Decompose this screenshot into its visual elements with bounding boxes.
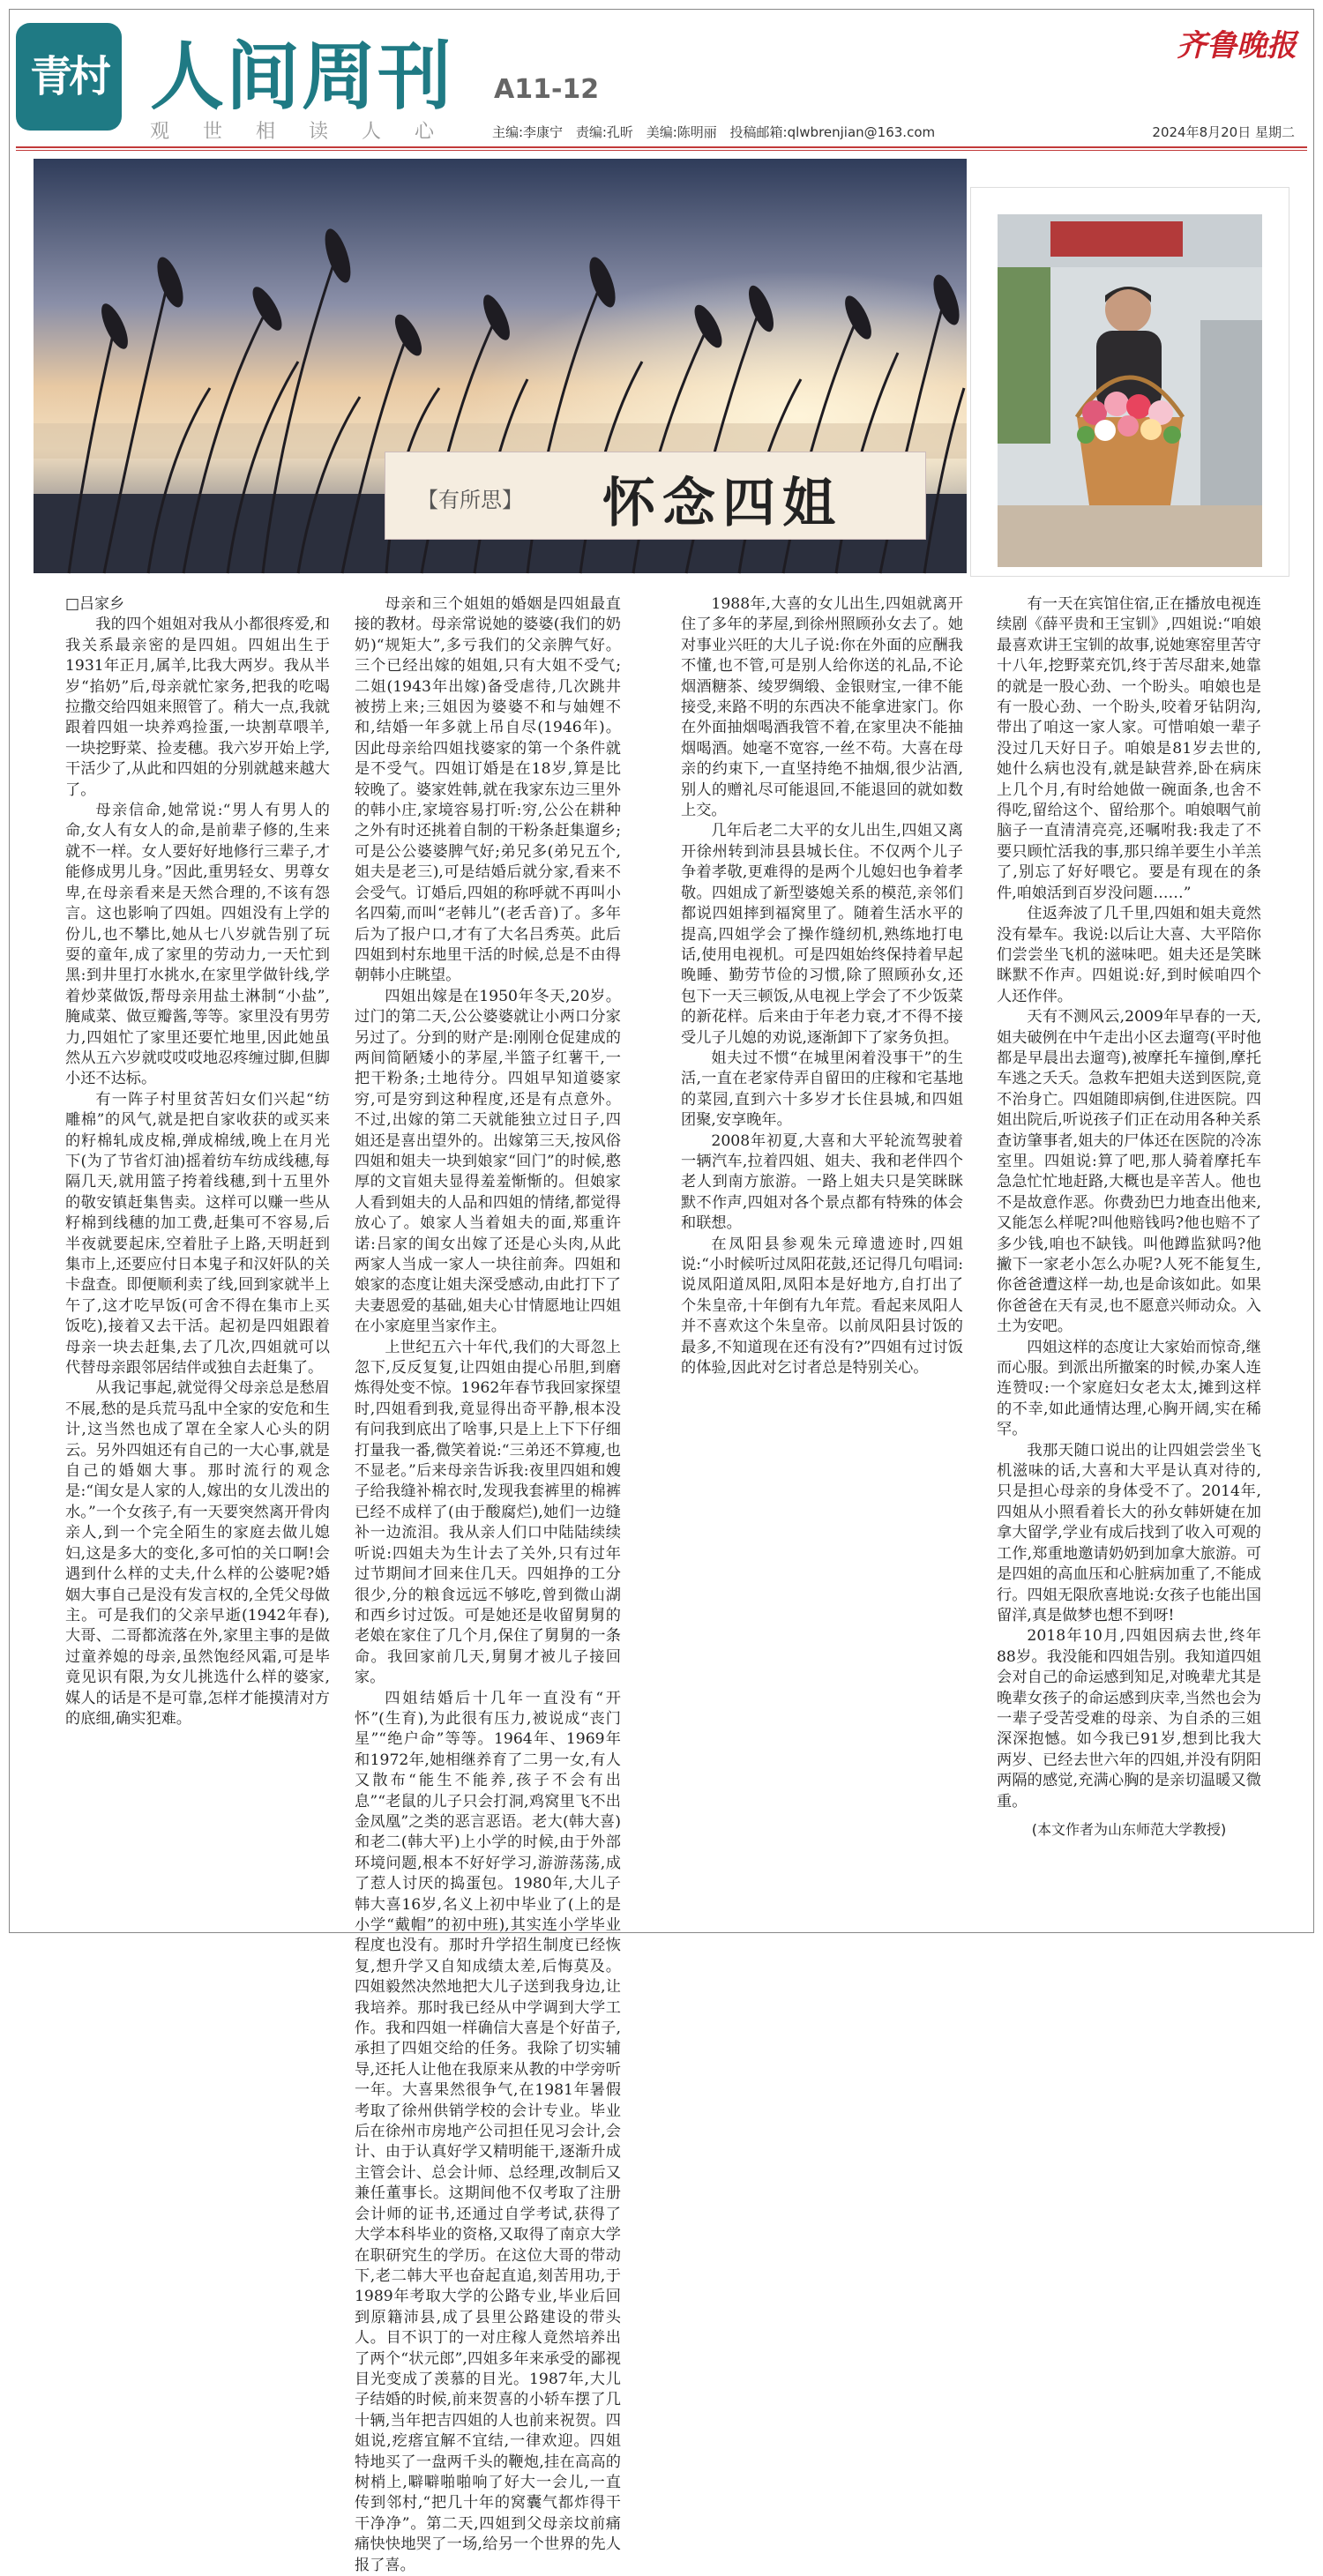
page-numbers: A11-12 [494,74,600,105]
paragraph: 几年后老二大平的女儿出生,四姐又离开徐州转到沛县县城长住。不仅两个儿子争着孝敬,更难得的是两个儿媳妇也争着孝敬。四姐成了新型婆媳关系的模范,亲邻们都说四姐摔到福窝里了。随着生活水平的提高,四姐学会了操作缝纫机,熟练地打电话,使用电视机。可是四姐始终保持着早起晚睡、勤劳节俭的习惯,除了照顾孙女,还包下一天三顿饭,从电视上学会了不少饭菜的新花样。后来由于年老力衰,才不得不接受儿子儿媳的劝说,逐渐卸下了家务负担。 [681,822,963,1047]
author-note: (本文作者为山东师范大学教授) [1031,1820,1227,1838]
paragraph: 2018年10月,四姐因病去世,终年88岁。我没能和四姐告别。我知道四姐会对自己的命运感到知足,对晚辈尤其是晚辈女孩子的命运感到庆幸,当然也会为一辈子受苦受难的母亲、为自杀的三姐深深抱憾。如今我已91岁,想到比我大两岁、已经去世六年的四姐,并没有阴阳两隔的感觉,充满心胸的是亲切温暖又微重。 [997,1627,1261,1811]
paragraph: 四姐这样的态度让大家始而惊奇,继而心服。到派出所撤案的时候,办案人连连赞叹:一个家庭妇女老太太,摊到这样的不幸,如此通情达理,心胸开阔,实在稀罕。 [997,1338,1261,1439]
section-motto: 观世相读人心 [150,121,468,143]
article-column-1 [65,594,330,1917]
paragraph: 我那天随口说出的让四姐尝尝坐飞机滋味的话,大喜和大平是认真对待的,只是担心母亲的身体受不了。2014年,四姐从小照看着长大的孙女韩妍婕在加拿大留学,学业有成后找到了收入可观的工作,郑重地邀请奶奶到加拿大旅游。可是四姐的高血压和心脏病加重了,不能成行。四姐无限欣喜地说:女孩子也能出国留洋,真是做梦也想不到呀! [997,1441,1261,1624]
masthead-title: 人间周刊 [150,33,454,120]
section-logo: 青村 [16,23,122,131]
byline: □吕家乡 [65,595,125,613]
paragraph: 我的四个姐姐对我从小都很疼爱,和我关系最亲密的是四姐。四姐出生于1931年正月,属羊,比我大两岁。我从半岁“掐奶”后,母亲就忙家务,把我的吃喝拉撒交给四姐来照管了。稍大一点,我就跟着四姐一块养鸡捡蛋,一块割草喂羊,一块挖野菜、捡麦穗。我六岁开始上学,干活少了,从此和四姐的分别就越来越大了。 [65,616,330,799]
submission-email: 投稿邮箱:qlwbrenjian@163.com [729,124,936,140]
paragraph: 四姐出嫁是在1950年冬天,20岁。过门的第二天,公公婆婆就让小两口分家另过了。分到的财产是:刚刚仓促建成的两间简陋矮小的茅屋,半篮子红薯干,一把干粉条;土地待分。四姐早知道婆家穷,可是穷到这种程度,还是有点意外。不过,出嫁的第二天就能独立过日子,四姐还是喜出望外的。出嫁第三天,按风俗四姐和姐夫一块到娘家“回门”的时候,憨厚的文盲姐夫显得羞羞惭惭的。但娘家人看到姐夫的人品和四姐的情绪,都觉得放心了。娘家人当着姐夫的面,郑重许诺:吕家的闺女出嫁了还是心头肉,从此两家人当成一家人一块往前奔。四姐和娘家的态度让姐夫深受感动,由此打下了夫妻恩爱的基础,姐夫心甘情愿地让四姐在小家庭里当家作主。 [355,987,621,1336]
newspaper-brand: 齐鲁晚报 [1177,28,1297,63]
paragraph: 有一天在宾馆住宿,正在播放电视连续剧《薛平贵和王宝钏》,四姐说:“咱娘最喜欢讲王宝钏的故事,说她寒窑里苦守十八年,挖野菜充饥,终于苦尽甜来,她靠的就是一股心劲、一个盼头。咱娘也是有一股心劲、一个盼头,咬着牙钻阴沟,带出了咱这一家人家。可惜咱娘一辈子没过几天好日子。咱娘是81岁去世的,她什么病也没有,就是缺营养,卧在病床上几个月,有时给她做一碗面条,也舍不得吃,留给这个、留给那个。咱娘咽气前脑子一直清清亮亮,还嘱咐我:我走了不要只顾忙活我的事,那只绵羊要生小羊羔了,别忘了好好喂它。要是有现在的条件,咱娘活到百岁没问题……” [997,595,1261,902]
duty-editor: 责编:孔昕 [575,124,633,140]
article-tag: 【有所思】 [417,488,523,512]
elderly-woman-with-flower-basket-photo [998,214,1262,567]
paragraph: 住返奔波了几千里,四姐和姐夫竟然没有晕车。我说:以后让大喜、大平陪你们尝尝坐飞机的滋味吧。姐夫还是笑眯眯默不作声。四姐说:好,到时候咱四个人还作伴。 [997,905,1261,1005]
article-column-2 [355,594,621,2574]
article-column-4 [997,594,1261,1917]
paragraph: 母亲和三个姐姐的婚姻是四姐最直接的教材。母亲常说她的婆婆(我们的奶奶)“规矩大”,多亏我们的父亲脾气好。三个已经出嫁的姐姐,只有大姐不受气;二姐(1943年出嫁)备受虐待,几次跳井被捞上来;三姐因为婆婆不和与妯娌不和,结婚一年多就上吊自尽(1946年)。因此母亲给四姐找婆家的第一个条件就是不受气。四姐订婚是在18岁,算是比较晚了。婆家姓韩,就在我家东边三里外的韩小庄,家境容易打听:穷,公公在耕种之外有时还挑着自制的干粉条赶集遛乡;可是公公婆婆脾气好;弟兄多(弟兄五个,姐夫是老三),可是结婚后就分家,看来不会受气。订婚后,四姐的称呼就不再叫小名四菊,而叫“老韩儿”(老舌音)了。多年后为了报户口,才有了大名吕秀英。此后四姐到村东地里干活的时候,总是不由得朝韩小庄眺望。 [355,595,621,985]
paragraph: 四姐结婚后十几年一直没有“开怀”(生育),为此很有压力,被说成“丧门星”“绝户命”等等。1964年、1969年和1972年,她相继养育了二男一女,有人又散布“能生不能养,孩子不会有出息”“老鼠的儿子只会打洞,鸡窝里飞不出金凤凰”之类的恶言恶语。老大(韩大喜)和老二(韩大平)上小学的时候,由于外部环境问题,根本不好好学习,游游荡荡,成了惹人讨厌的捣蛋包。1980年,大儿子韩大喜16岁,名义上初中毕业了(上的是小学“戴帽”的初中班),其实连小学毕业程度也没有。那时升学招生制度已经恢复,想升学又自知成绩太差,后悔莫及。四姐毅然决然地把大儿子送到我身边,让我培养。那时我已经从中学调到大学工作。我和四姐一样确信大喜是个好苗子,承担了四姐交给的任务。我除了切实辅导,还托人让他在我原来从教的中学旁听一年。大喜果然很争气,在1981年暑假考取了徐州供销学校的会计专业。毕业后在徐州市房地产公司担任见习会计,会计、由于认真好学又精明能干,逐渐升成主管会计、总会计师、总经理,改制后又兼任董事长。这期间他不仅考取了注册会计师的证书,还通过自学考试,获得了大学本科毕业的资格,又取得了南京大学在职研究生的学历。在这位大哥的带动下,老二韩大平也奋起直追,刻苦用功,于1989年考取大学的公路专业,毕业后回到原籍沛县,成了县里公路建设的带头人。目不识丁的一对庄稼人竟然培养出了两个“状元郎”,四姐多年来承受的鄙视目光变成了羡慕的目光。1987年,大儿子结婚的时候,前来贺喜的小轿车摆了几十辆,当年把吉四姐的人也前来祝贺。四姐说,疙瘩宜解不宜结,一律欢迎。四姐特地买了一盘两千头的鞭炮,挂在高高的树梢上,噼噼啪啪响了好大一会儿,一直传到邻村,“把几十年的窝囊气都炸得干干净净”。第二天,四姐到父母亲坟前痛痛快快地哭了一场,给另一个世界的先人报了喜。 [355,1689,621,2574]
art-editor: 美编:陈明丽 [646,124,717,140]
paragraph: 母亲信命,她常说:“男人有男人的命,女人有女人的命,是前辈子修的,生来就不一样。女人要好好地修行三辈子,才能修成男儿身。”因此,重男轻女、男尊女卑,在母亲看来是天然合理的,不该有怨言。这也影响了四姐。四姐没有上学的份儿,也不攀比,她从七八岁就告别了玩耍的童年,成了家里的劳动力,一天忙到黑:到井里打水挑水,在家里学做针线,学着炒菜做饭,帮母亲用盐土淋制“小盐”,腌咸菜、做豆瓣酱,等等。家里没有男劳力,四姐忙了家里还要忙地里,因此她虽然从五六岁就哎哎哎地忍疼缠过脚,但脚小还不达标。 [65,802,330,1088]
article-title: 怀念四姐 [602,473,842,534]
editor-credits [492,123,944,141]
editor: 主编:李康宁 [492,124,564,140]
portrait-photo [998,214,1262,567]
paragraph: 2008年初夏,大喜和大平轮流驾驶着一辆汽车,拉着四姐、姐夫、我和老伴四个老人到南方旅游。一路上姐夫只是笑眯眯默不作声,四姐对各个景点都有特殊的体会和联想。 [681,1131,963,1233]
portrait-frame [970,187,1289,577]
header-rule [16,146,1307,148]
article-title-box [385,452,926,540]
paragraph: 天有不测风云,2009年早春的一天,姐夫破例在中午走出小区去遛弯(平时他都是早晨出去遛弯),被摩托车撞倒,摩托车逃之夭夭。急救车把姐夫送到医院,竟不治身亡。四姐随即病倒,住进医院。四姐出院后,听说孩子们正在动用各种关系查访肇事者,姐夫的尸体还在医院的冷冻室里。四姐说:算了吧,那人骑着摩托车急急忙忙地赶路,大概也是辛苦人。他也不是故意作恶。你费劲巴力地查出他来,又能怎么样呢?叫他赔钱吗?他也赔不了多少钱,咱也不缺钱。叫他蹲监狱吗?他撇下一家老小怎么办呢?人死不能复生,你爸爸遭这样一劫,也是命该如此。如果你爸爸在天有灵,也不愿意兴师动众。入土为安吧。 [997,1008,1261,1336]
paragraph: 有一阵子村里贫苦妇女们兴起“纺雕棉”的风气,就是把自家收获的或买来的籽棉轧成皮棉,弹成棉绒,晚上在月光下(为了节省灯油)摇着纺车纺成线穗,每隔几天,就用篮子挎着线穗,到十五里外的敬安镇赶集售卖。这样可以赚一些从籽棉到线穗的加工费,赶集可不容易,后半夜就要起床,空着肚子上路,天明赶到集市上,还要应付日本鬼子和汉奸队的关卡盘查。即便顺利卖了线,回到家就半上午了,这才吃早饭(可舍不得在集市上买饭吃),接着又去干活。起初是四姐跟着母亲一块去赶集,去了几次,四姐就可以代替母亲跟邻居结伴或独自去赶集了。 [65,1090,330,1378]
paragraph: 1988年,大喜的女儿出生,四姐就离开住了多年的茅屋,到徐州照顾孙女去了。她对事业兴旺的大儿子说:你在外面的应酬我不懂,也不管,可是别人给你送的礼品,不论烟酒糖茶、绫罗绸缎、金银财宝,一律不能接受,来路不明的东西决不能拿进家门。你在外面抽烟喝酒我管不着,在家里决不能抽烟喝酒。她毫不宽容,一丝不苟。大喜在母亲的约束下,一直坚持绝不抽烟,很少沾酒,别人的赠礼尽可能退回,不能退回的就如数上交。 [681,595,963,820]
header-rule-thin [16,150,1307,151]
article-column-3 [681,594,963,1917]
paragraph: 姐夫过不惯“在城里闲着没事干”的生活,一直在老家侍弄自留田的庄稼和宅基地的菜园,直到六十多岁才长住县城,和四姐团聚,安享晚年。 [681,1049,963,1130]
paragraph: 上世纪五六十年代,我们的大哥忽上忽下,反反复复,让四姐由提心吊胆,到磨炼得处变不惊。1962年春节我回家探望时,四姐看到我,竟显得出奇平静,根本没有问我到底出了啥事,只是上上下下仔细打量我一番,微笑着说:“三弟还不算瘦,也不显老。”后来母亲告诉我:夜里四姐和嫂子给我缝补棉衣时,发现我套裤里的棉裤已经不成样了(由于酸腐烂),她们一边缝补一边流泪。我从亲人们口中陆陆续续听说:四姐夫为生计去了关外,只有过年过节期间才回来住几天。四姐挣的工分很少,分的粮食远远不够吃,曾到微山湖和西乡讨过饭。可是她还是收留舅舅的老娘在家住了几个月,保住了舅舅的一条命。我回家前几天,舅舅才被儿子接回家。 [355,1338,621,1687]
issue-date: 2024年8月20日 星期二 [1152,124,1295,140]
paragraph: 在凤阳县参观朱元璋遗迹时,四姐说:“小时候听过凤阳花鼓,还记得几句唱词:说凤阳道凤阳,凤阳本是好地方,自打出了个朱皇帝,十年倒有九年荒。看起来凤阳人并不喜欢这个朱皇帝。以前凤阳县讨饭的最多,不知道现在还有没有?”四姐有过讨饭的体验,因此对乞讨者总是特别关心。 [681,1235,963,1378]
paragraph: 从我记事起,就觉得父母亲总是愁眉不展,愁的是兵荒马乱中全家的安危和生计,这当然也成了罩在全家人心头的阴云。另外四姐还有自己的一大心事,就是自己的婚姻大事。那时流行的观念是:“闺女是人家的人,嫁出的女儿泼出的水。”一个女孩子,有一天要突然离开骨肉亲人,到一个完全陌生的家庭去做儿媳妇,这是多大的变化,多可怕的关口啊!会遇到什么样的丈夫,什么样的公婆呢?婚姻大事自己是没有发言权的,全凭父母做主。可是我们的父亲早逝(1942年春),大哥、二哥都流落在外,家里主事的是做过童养媳的母亲,虽然饱经风霜,可是毕竟见识有限,为女儿挑选什么样的婆家,媒人的话是不是可靠,怎样才能摸清对方的底细,确实犯难。 [65,1379,330,1728]
